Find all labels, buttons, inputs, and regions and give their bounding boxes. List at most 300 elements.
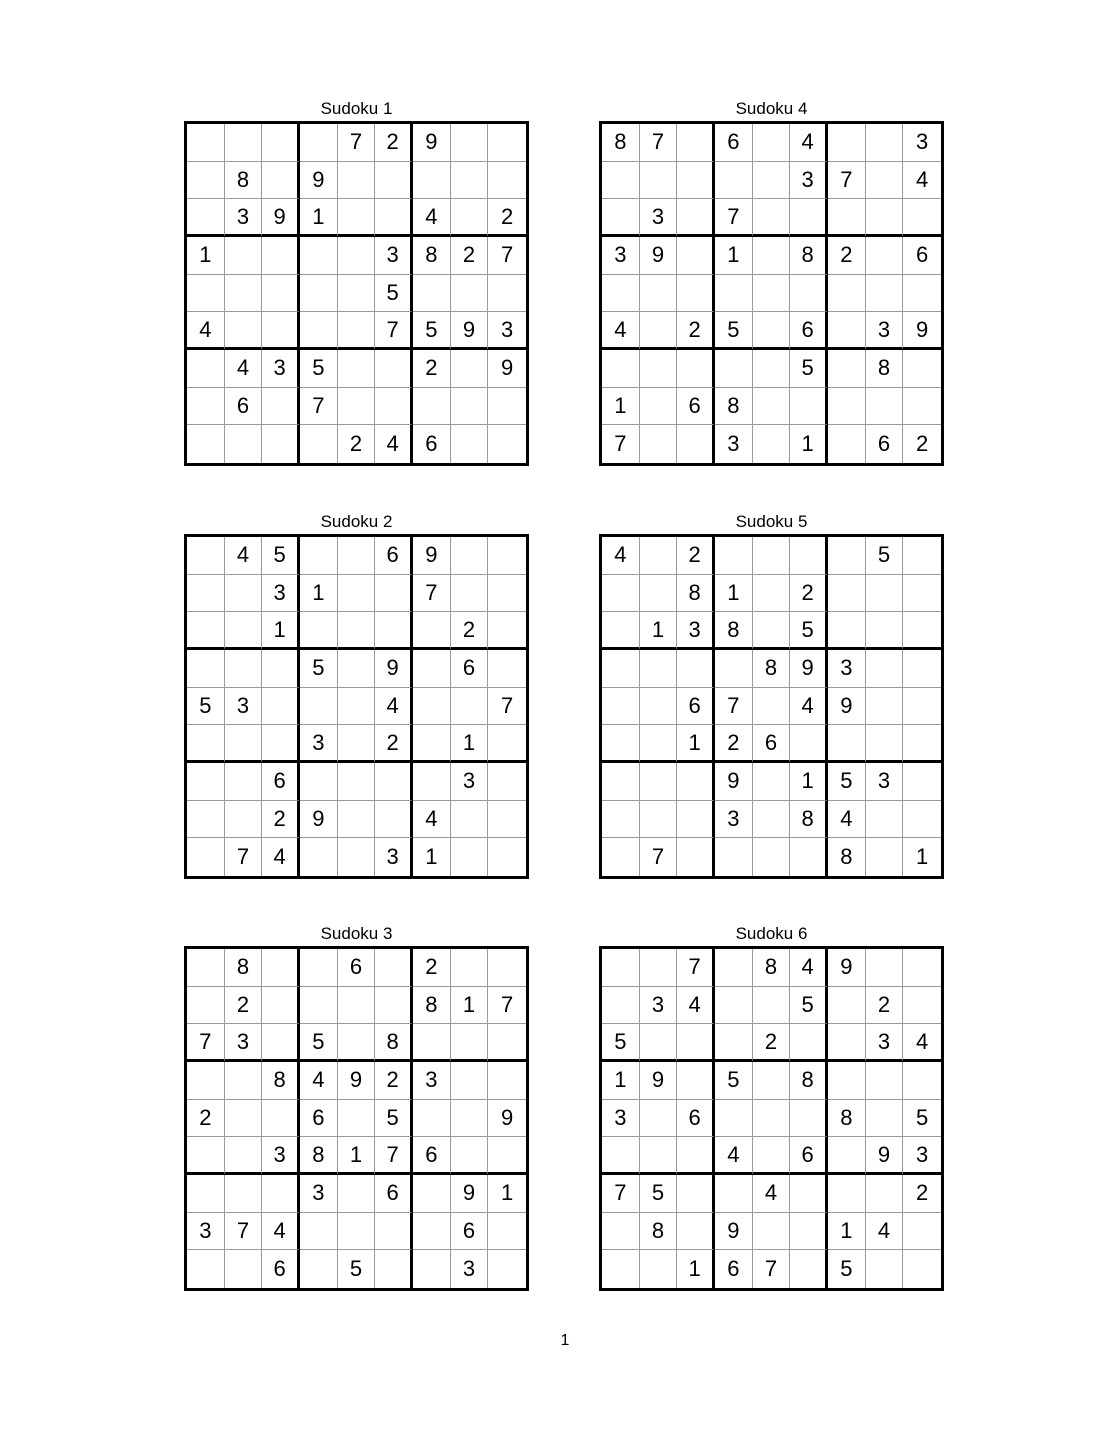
sudoku-cell — [828, 987, 866, 1025]
sudoku-cell: 6 — [262, 763, 300, 801]
sudoku-cell — [262, 949, 300, 987]
sudoku-cell — [413, 1100, 451, 1138]
sudoku-cell — [488, 838, 526, 876]
sudoku-cell — [866, 199, 904, 237]
sudoku-cell — [602, 1213, 640, 1251]
sudoku-cell — [187, 987, 225, 1025]
sudoku-cell — [413, 725, 451, 763]
sudoku-cell — [451, 199, 489, 237]
sudoku-cell: 5 — [790, 987, 828, 1025]
sudoku-cell: 2 — [338, 425, 376, 463]
sudoku-cell — [715, 838, 753, 876]
sudoku-cell — [602, 1137, 640, 1175]
sudoku-cell — [187, 162, 225, 200]
sudoku-cell: 3 — [375, 838, 413, 876]
sudoku-cell — [488, 1250, 526, 1288]
sudoku-cell — [640, 1250, 678, 1288]
sudoku-cell: 8 — [225, 162, 263, 200]
sudoku-cell: 1 — [602, 388, 640, 426]
sudoku-cell: 8 — [375, 1024, 413, 1062]
sudoku-cell — [413, 1250, 451, 1288]
sudoku-cell — [866, 275, 904, 313]
sudoku-cell — [640, 1100, 678, 1138]
sudoku-cell — [413, 1175, 451, 1213]
sudoku-cell: 2 — [451, 237, 489, 275]
sudoku-cell — [677, 237, 715, 275]
sudoku-cell — [488, 650, 526, 688]
sudoku-cell — [715, 987, 753, 1025]
sudoku-cell: 8 — [640, 1213, 678, 1251]
sudoku-cell: 7 — [338, 124, 376, 162]
sudoku-cell: 1 — [262, 612, 300, 650]
sudoku-cell: 4 — [262, 838, 300, 876]
sudoku-cell: 4 — [790, 688, 828, 726]
sudoku-cell — [338, 388, 376, 426]
sudoku-cell — [753, 537, 791, 575]
sudoku-cell — [300, 688, 338, 726]
sudoku-cell: 2 — [225, 987, 263, 1025]
sudoku-cell — [790, 1100, 828, 1138]
sudoku-cell: 7 — [375, 312, 413, 350]
sudoku-grid — [184, 946, 529, 1291]
sudoku-cell: 9 — [488, 1100, 526, 1138]
sudoku-cell — [677, 801, 715, 839]
sudoku-cell — [790, 537, 828, 575]
sudoku-cell: 6 — [413, 1137, 451, 1175]
sudoku-cell — [790, 1175, 828, 1213]
sudoku-cell: 4 — [225, 537, 263, 575]
sudoku-cell: 3 — [187, 1213, 225, 1251]
sudoku-cell — [602, 612, 640, 650]
sudoku-cell: 2 — [375, 124, 413, 162]
sudoku-cell: 5 — [338, 1250, 376, 1288]
sudoku-cell — [866, 1250, 904, 1288]
sudoku-cell: 9 — [300, 801, 338, 839]
sudoku-cell — [451, 162, 489, 200]
sudoku-cell — [903, 1250, 941, 1288]
sudoku-cell: 5 — [715, 1062, 753, 1100]
sudoku-cell — [602, 350, 640, 388]
sudoku-cell: 4 — [262, 1213, 300, 1251]
sudoku-cell: 6 — [451, 1213, 489, 1251]
sudoku-cell — [753, 350, 791, 388]
sudoku-cell — [451, 1137, 489, 1175]
sudoku-cell — [753, 801, 791, 839]
sudoku-cell: 3 — [903, 1137, 941, 1175]
sudoku-cell: 7 — [602, 1175, 640, 1213]
sudoku-cell: 3 — [866, 763, 904, 801]
sudoku-cell: 4 — [866, 1213, 904, 1251]
sudoku-cell: 1 — [300, 199, 338, 237]
sudoku-cell — [753, 275, 791, 313]
sudoku-cell: 4 — [715, 1137, 753, 1175]
sudoku-cell — [753, 612, 791, 650]
sudoku-cell: 3 — [262, 575, 300, 613]
sudoku-cell — [866, 838, 904, 876]
sudoku-cell: 8 — [715, 388, 753, 426]
sudoku-cell — [488, 763, 526, 801]
sudoku-cell: 8 — [413, 987, 451, 1025]
sudoku-cell — [488, 725, 526, 763]
sudoku-cell: 3 — [866, 312, 904, 350]
sudoku-cell — [262, 162, 300, 200]
sudoku-cell — [451, 1062, 489, 1100]
sudoku-cell — [602, 199, 640, 237]
sudoku-cell: 2 — [413, 350, 451, 388]
sudoku-cell: 3 — [225, 1024, 263, 1062]
sudoku-cell: 5 — [715, 312, 753, 350]
sudoku-cell — [753, 237, 791, 275]
sudoku-cell — [640, 275, 678, 313]
sudoku-cell: 8 — [753, 650, 791, 688]
sudoku-cell: 8 — [715, 612, 753, 650]
sudoku-cell: 6 — [677, 688, 715, 726]
sudoku-cell: 3 — [300, 1175, 338, 1213]
sudoku-cell: 6 — [300, 1100, 338, 1138]
sudoku-cell: 5 — [375, 1100, 413, 1138]
sudoku-cell — [225, 312, 263, 350]
sudoku-cell: 6 — [413, 425, 451, 463]
sudoku-cell — [828, 425, 866, 463]
sudoku-grid — [599, 534, 944, 879]
sudoku-cell: 5 — [866, 537, 904, 575]
sudoku-cell — [338, 199, 376, 237]
sudoku-cell: 9 — [451, 1175, 489, 1213]
sudoku-cell: 3 — [790, 162, 828, 200]
sudoku-cell — [903, 1213, 941, 1251]
sudoku-cell — [753, 1137, 791, 1175]
sudoku-cell — [187, 388, 225, 426]
sudoku-cell: 5 — [790, 350, 828, 388]
sudoku-cell: 7 — [488, 987, 526, 1025]
sudoku-cell: 7 — [828, 162, 866, 200]
sudoku-cell — [338, 237, 376, 275]
sudoku-cell — [866, 801, 904, 839]
sudoku-cell — [753, 987, 791, 1025]
sudoku-cell: 7 — [602, 425, 640, 463]
sudoku-cell — [866, 725, 904, 763]
sudoku-cell: 2 — [828, 237, 866, 275]
sudoku-cell — [790, 1024, 828, 1062]
sudoku-cell — [375, 987, 413, 1025]
sudoku-cell — [187, 537, 225, 575]
sudoku-cell — [187, 650, 225, 688]
sudoku-cell: 7 — [753, 1250, 791, 1288]
sudoku-cell: 3 — [715, 425, 753, 463]
sudoku-cell: 3 — [828, 650, 866, 688]
sudoku-cell — [413, 1024, 451, 1062]
sudoku-cell: 1 — [488, 1175, 526, 1213]
sudoku-cell — [866, 650, 904, 688]
sudoku-cell: 6 — [790, 1137, 828, 1175]
sudoku-cell: 3 — [225, 199, 263, 237]
sudoku-cell: 6 — [715, 124, 753, 162]
puzzle-sudoku-6 — [599, 922, 944, 1291]
sudoku-cell — [640, 388, 678, 426]
sudoku-cell — [262, 425, 300, 463]
sudoku-cell — [187, 838, 225, 876]
sudoku-cell — [187, 612, 225, 650]
sudoku-cell — [602, 1250, 640, 1288]
sudoku-cell — [262, 1024, 300, 1062]
sudoku-cell: 4 — [413, 801, 451, 839]
puzzle-sudoku-1 — [184, 97, 529, 466]
sudoku-cell — [602, 949, 640, 987]
sudoku-cell — [828, 350, 866, 388]
sudoku-cell — [866, 1175, 904, 1213]
sudoku-cell — [753, 575, 791, 613]
sudoku-cell — [451, 688, 489, 726]
sudoku-cell: 7 — [375, 1137, 413, 1175]
sudoku-cell — [375, 763, 413, 801]
sudoku-cell: 7 — [488, 237, 526, 275]
sudoku-cell: 1 — [790, 763, 828, 801]
puzzle-title: Sudoku 2 — [320, 512, 393, 531]
sudoku-cell: 1 — [916, 844, 929, 870]
sudoku-cell — [903, 801, 941, 839]
sudoku-cell: 3 — [225, 688, 263, 726]
sudoku-cell — [828, 275, 866, 313]
sudoku-cell — [225, 275, 263, 313]
sudoku-cell — [413, 388, 451, 426]
sudoku-cell: 2 — [916, 431, 929, 457]
sudoku-cell — [300, 1213, 338, 1251]
sudoku-cell — [338, 838, 376, 876]
sudoku-cell — [338, 350, 376, 388]
sudoku-cell: 4 — [300, 1062, 338, 1100]
sudoku-cell — [187, 1062, 225, 1100]
sudoku-cell — [903, 688, 941, 726]
sudoku-cell — [225, 1100, 263, 1138]
sudoku-cell: 1 — [300, 575, 338, 613]
sudoku-cell: 7 — [715, 199, 753, 237]
sudoku-cell — [715, 162, 753, 200]
sudoku-cell: 5 — [300, 350, 338, 388]
sudoku-cell — [225, 801, 263, 839]
sudoku-cell: 8 — [677, 575, 715, 613]
sudoku-cell — [451, 388, 489, 426]
sudoku-cell — [640, 949, 678, 987]
sudoku-cell: 9 — [262, 199, 300, 237]
sudoku-cell — [451, 1100, 489, 1138]
sudoku-cell: 5 — [262, 537, 300, 575]
sudoku-cell — [602, 801, 640, 839]
sudoku-cell — [715, 650, 753, 688]
sudoku-cell — [300, 949, 338, 987]
sudoku-cell — [677, 425, 715, 463]
sudoku-cell: 2 — [451, 612, 489, 650]
sudoku-cell: 7 — [187, 1024, 225, 1062]
sudoku-cell — [262, 987, 300, 1025]
sudoku-cell — [413, 763, 451, 801]
sudoku-cell — [225, 237, 263, 275]
sudoku-cell — [677, 1213, 715, 1251]
sudoku-cell: 7 — [413, 575, 451, 613]
sudoku-cell — [602, 987, 640, 1025]
sudoku-cell — [338, 763, 376, 801]
sudoku-cell — [715, 949, 753, 987]
page-number: 1 — [560, 1332, 570, 1349]
sudoku-cell: 4 — [903, 162, 941, 200]
sudoku-cell: 3 — [262, 1137, 300, 1175]
sudoku-cell — [451, 350, 489, 388]
sudoku-cell: 6 — [715, 1250, 753, 1288]
sudoku-cell: 5 — [300, 1024, 338, 1062]
sudoku-cell — [375, 388, 413, 426]
sudoku-cell: 3 — [602, 237, 640, 275]
sudoku-cell: 9 — [715, 763, 753, 801]
sudoku-cell — [488, 162, 526, 200]
sudoku-cell — [640, 1137, 678, 1175]
sudoku-cell — [451, 838, 489, 876]
sudoku-cell — [451, 949, 489, 987]
sudoku-cell: 1 — [640, 612, 678, 650]
sudoku-cell — [866, 162, 904, 200]
sudoku-cell — [225, 612, 263, 650]
sudoku-cell — [866, 1062, 904, 1100]
sudoku-cell: 4 — [375, 688, 413, 726]
sudoku-cell: 5 — [187, 688, 225, 726]
sudoku-cell: 1 — [790, 425, 828, 463]
sudoku-cell — [225, 650, 263, 688]
sudoku-cell: 2 — [187, 1100, 225, 1138]
sudoku-cell — [677, 350, 715, 388]
sudoku-cell: 2 — [262, 801, 300, 839]
sudoku-cell: 3 — [300, 725, 338, 763]
sudoku-cell — [640, 763, 678, 801]
sudoku-cell — [828, 388, 866, 426]
sudoku-cell: 1 — [451, 725, 489, 763]
sudoku-cell — [753, 124, 791, 162]
sudoku-cell: 6 — [375, 537, 413, 575]
puzzle-title: Sudoku 6 — [735, 924, 808, 943]
sudoku-cell: 9 — [451, 312, 489, 350]
sudoku-cell: 3 — [866, 1024, 904, 1062]
sudoku-cell — [225, 1062, 263, 1100]
sudoku-cell — [602, 688, 640, 726]
sudoku-cell — [677, 1137, 715, 1175]
sudoku-cell: 8 — [828, 1100, 866, 1138]
sudoku-cell: 1 — [602, 1062, 640, 1100]
sudoku-cell — [753, 1062, 791, 1100]
sudoku-cell: 8 — [790, 237, 828, 275]
sudoku-cell: 1 — [828, 1213, 866, 1251]
sudoku-cell: 2 — [903, 1175, 941, 1213]
sudoku-cell — [375, 575, 413, 613]
sudoku-cell — [451, 425, 489, 463]
sudoku-cell: 1 — [413, 838, 451, 876]
sudoku-cell: 1 — [677, 725, 715, 763]
sudoku-cell — [488, 1137, 526, 1175]
sudoku-cell — [828, 1024, 866, 1062]
sudoku-cell — [262, 312, 300, 350]
sudoku-cell: 6 — [866, 425, 904, 463]
sudoku-cell — [187, 199, 225, 237]
sudoku-cell — [225, 575, 263, 613]
sudoku-cell — [488, 275, 526, 313]
sudoku-cell — [640, 312, 678, 350]
sudoku-cell — [677, 650, 715, 688]
sudoku-cell — [602, 838, 640, 876]
sudoku-cell — [903, 650, 941, 688]
sudoku-cell — [338, 725, 376, 763]
sudoku-cell: 3 — [413, 1062, 451, 1100]
sudoku-cell — [300, 838, 338, 876]
sudoku-cell — [753, 688, 791, 726]
sudoku-cell: 8 — [262, 1062, 300, 1100]
sudoku-cell: 1 — [677, 1250, 715, 1288]
sudoku-cell: 1 — [451, 987, 489, 1025]
sudoku-cell — [753, 312, 791, 350]
sudoku-cell — [413, 275, 451, 313]
sudoku-cell: 2 — [677, 537, 715, 575]
sudoku-cell — [640, 688, 678, 726]
sudoku-cell — [677, 1024, 715, 1062]
sudoku-cell: 6 — [677, 388, 715, 426]
sudoku-cell: 7 — [677, 949, 715, 987]
sudoku-cell — [903, 763, 941, 801]
sudoku-cell — [790, 1213, 828, 1251]
sudoku-cell — [677, 275, 715, 313]
sudoku-cell — [640, 350, 678, 388]
sudoku-cell: 3 — [602, 1100, 640, 1138]
sudoku-cell — [338, 650, 376, 688]
sudoku-cell — [602, 275, 640, 313]
sudoku-cell — [451, 537, 489, 575]
sudoku-cell — [300, 1250, 338, 1288]
sudoku-cell: 9 — [828, 688, 866, 726]
sudoku-cell: 9 — [338, 1062, 376, 1100]
sudoku-cell: 7 — [300, 388, 338, 426]
sudoku-cell — [903, 1062, 941, 1100]
sudoku-cell — [602, 575, 640, 613]
sudoku-cell: 8 — [413, 237, 451, 275]
sudoku-cell — [338, 1024, 376, 1062]
sudoku-cell — [262, 275, 300, 313]
sudoku-grid — [184, 121, 529, 466]
sudoku-cell — [715, 1175, 753, 1213]
sudoku-cell — [715, 350, 753, 388]
sudoku-cell — [413, 1213, 451, 1251]
puzzle-title: Sudoku 5 — [735, 512, 808, 531]
sudoku-cell — [225, 425, 263, 463]
sudoku-cell — [187, 124, 225, 162]
sudoku-cell — [828, 312, 866, 350]
sudoku-cell — [753, 1100, 791, 1138]
sudoku-cell — [262, 725, 300, 763]
sudoku-cell — [640, 801, 678, 839]
sudoku-cell — [338, 688, 376, 726]
sudoku-cell — [488, 1213, 526, 1251]
sudoku-cell: 6 — [338, 949, 376, 987]
sudoku-cell — [375, 1250, 413, 1288]
sudoku-cell: 6 — [753, 725, 791, 763]
sudoku-cell — [338, 1175, 376, 1213]
sudoku-cell: 4 — [187, 312, 225, 350]
sudoku-cell — [903, 725, 941, 763]
sudoku-cell — [187, 949, 225, 987]
sudoku-cell: 8 — [602, 124, 640, 162]
sudoku-cell — [262, 650, 300, 688]
sudoku-cell — [828, 575, 866, 613]
sudoku-cell — [413, 688, 451, 726]
sudoku-cell — [187, 801, 225, 839]
sudoku-cell: 9 — [715, 1213, 753, 1251]
sudoku-cell — [677, 1062, 715, 1100]
sudoku-cell — [866, 575, 904, 613]
sudoku-cell — [451, 275, 489, 313]
sudoku-cell — [640, 425, 678, 463]
